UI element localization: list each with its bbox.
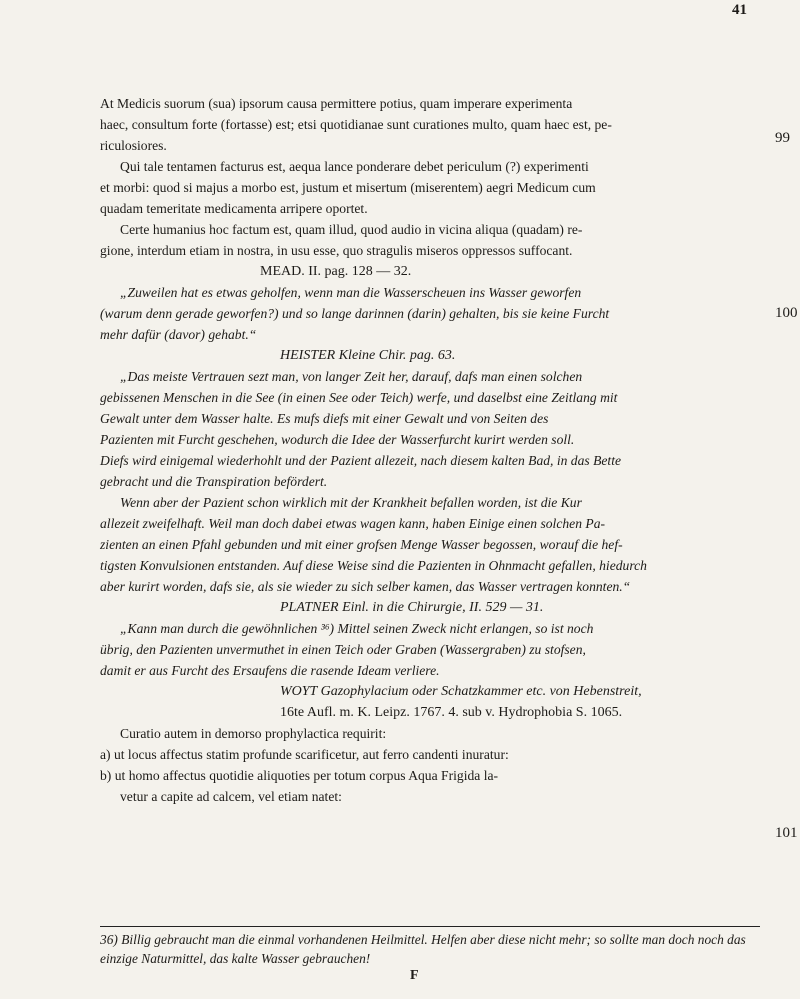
text-line: vetur a capite ad calcem, vel etiam natet: — [120, 789, 342, 804]
quote-line: gebracht und die Transpiration befördert. — [100, 474, 328, 489]
text-line: gione, interdum etiam in nostra, in usu esse, quo stragulis miseros oppressos suffocant. — [100, 243, 573, 258]
quote-line: Wenn aber der Pazient schon wirklich mit der Krankheit befallen worden, ist die Kur — [120, 495, 582, 510]
text-line: riculosiores. — [100, 138, 167, 153]
text-line: quadam temeritate medicamenta arripere oportet. — [100, 201, 368, 216]
margin-number: 101 — [775, 825, 798, 841]
text-line: a) ut locus affectus statim profunde scarificetur, aut ferro candenti inuratur: — [100, 747, 509, 762]
text-line: b) ut homo affectus quotidie aliquoties per totum corpus Aqua Frigida la- — [100, 768, 499, 783]
quote-line: allezeit zweifelhaft. Weil man doch dabei etwas wagen kann, haben Einige einen solchen Pa- — [100, 516, 606, 531]
margin-number: 100 — [775, 305, 798, 321]
quote-line: übrig, den Pazienten unvermuthet in einen Teich oder Graben (Wassergraben) zu stofsen, — [100, 642, 586, 657]
margin-number: 99 — [775, 130, 790, 146]
page-number: 41 — [732, 2, 747, 18]
citation: PLATNER Einl. in die Chirurgie, II. 529 — 31. — [280, 600, 544, 615]
quote-line: (warum denn gerade geworfen?) und so lange darinnen (darin) gehalten, bis sie keine Furcht — [100, 306, 610, 321]
text-line: At Medicis suorum (sua) ipsorum causa permittere potius, quam imperare experimenta — [100, 96, 573, 111]
main-text — [100, 93, 768, 807]
quote-line: „Kann man durch die gewöhnlichen ³⁶) Mittel seinen Zweck nicht erlangen, so ist noch — [120, 621, 594, 636]
quote-line: Diefs wird einigemal wiederhohlt und der Pazient allezeit, nach diesem kalten Bad, in das Bette — [100, 453, 622, 468]
quote-line: tigsten Konvulsionen entstanden. Auf diese Weise sind die Pazienten in Ohnmacht gefallen, hiedurch — [100, 558, 647, 573]
citation: 16te Aufl. m. K. Leipz. 1767. 4. sub v. Hydrophobia S. 1065. — [280, 705, 623, 720]
quote-line: „Das meiste Vertrauen sezt man, von langer Zeit her, darauf, dafs man einen solchen — [120, 369, 583, 384]
quote-line: aber kurirt worden, dafs sie, als sie wieder zu sich selber kamen, das Wasser vertragen konnten.“ — [100, 579, 631, 594]
quote-line: Pazienten mit Furcht geschehen, wodurch die Idee der Wasserfurcht kurirt werden soll. — [100, 432, 575, 447]
quote-line: damit er aus Furcht des Ersaufens die rasende Ideam verliere. — [100, 663, 440, 678]
quote-line: zienten an einen Pfahl gebunden und mit einer grofsen Menge Wasser begossen, worauf die hef- — [100, 537, 623, 552]
text-line: et morbi: quod si majus a morbo est, justum et misertum (miserentem) aegri Medicum cum — [100, 180, 596, 195]
text-line: Certe humanius hoc factum est, quam illud, quod audio in vicina aliqua (quadam) re- — [120, 222, 583, 237]
text-line: haec, consultum forte (fortasse) est; etsi quotidianae sunt curationes multo, quam haec est, pe- — [100, 117, 612, 132]
text-line: Curatio autem in demorso prophylactica requirit: — [120, 726, 387, 741]
citation: WOYT Gazophylacium oder Schatzkammer etc. von Hebenstreit, — [280, 684, 642, 699]
footnote: 36) Billig gebraucht man die einmal vorhandenen Heilmittel. Helfen aber diese nicht mehr; so sollte man doch noch das einzige Naturmittel, das kalte Wasser gebrauchen! — [100, 932, 746, 966]
footnote-rule — [100, 926, 760, 927]
citation: MEAD. II. pag. 128 — 32. — [260, 264, 412, 279]
quote-line: gebissenen Menschen in die See (in einen See oder Teich) werfe, und daselbst eine Zeitlang mit — [100, 390, 618, 405]
citation: HEISTER Kleine Chir. pag. 63. — [280, 348, 456, 363]
quote-line: mehr dafür (davor) gehabt.“ — [100, 327, 257, 342]
quote-line: Gewalt unter dem Wasser halte. Es mufs diefs mit einer Gewalt und von Seiten des — [100, 411, 549, 426]
text-line: Qui tale tentamen facturus est, aequa lance ponderare debet periculum (?) experimenti — [120, 159, 589, 174]
quote-line: „Zuweilen hat es etwas geholfen, wenn man die Wasserscheuen ins Wasser geworfen — [120, 285, 582, 300]
signature-mark: F — [410, 968, 419, 983]
